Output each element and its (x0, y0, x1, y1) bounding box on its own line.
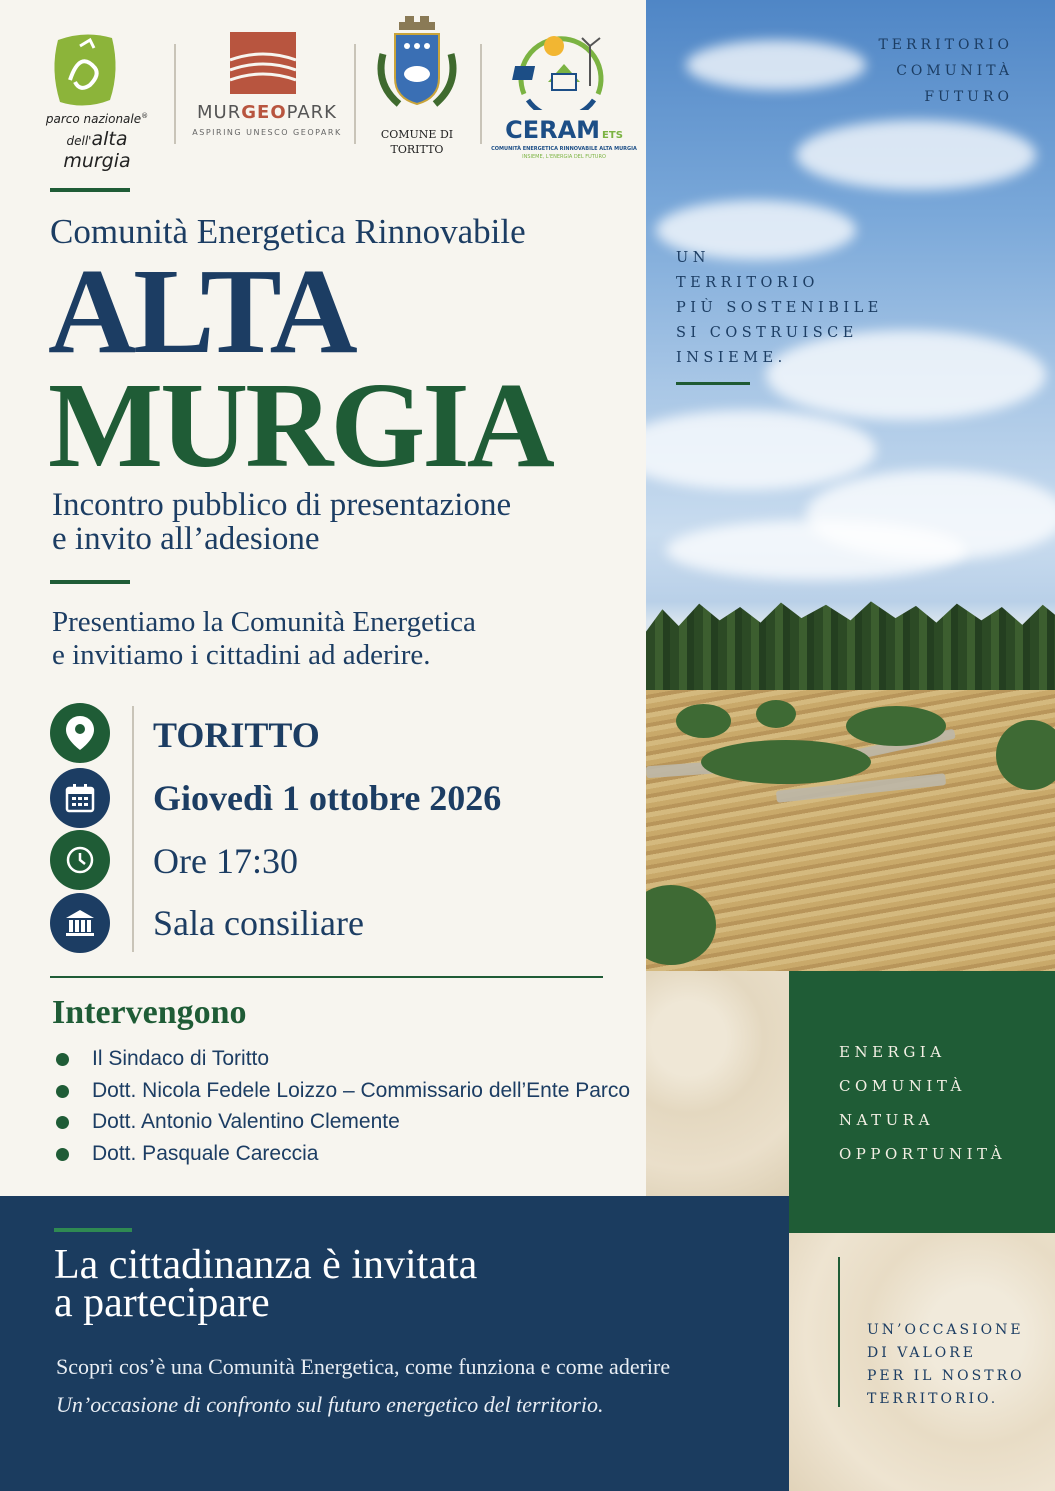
geopark-logo (182, 24, 352, 164)
banner-text: Scopri cos’è una Comunità Energetica, come funziona e come aderire (56, 1354, 671, 1379)
parco-line2-prefix: dell' (66, 134, 92, 148)
list-item: Il Sindaco di Toritto (56, 1043, 630, 1075)
stone-texture (646, 971, 789, 1196)
value-word: COMUNITÀ (839, 1077, 966, 1095)
event-venue: Sala consiliare (153, 903, 364, 943)
top-word: FUTURO (924, 89, 1013, 105)
slogan-line: PIÙ SOSTENIBILE (676, 300, 883, 316)
closing-line: TERRITORIO. (867, 1391, 999, 1407)
ceram-emblem-icon (506, 24, 616, 110)
parco-emblem-icon (50, 30, 120, 110)
clock-icon (50, 830, 110, 890)
closing-box (789, 1233, 1055, 1491)
top-word: TERRITORIO (878, 37, 1013, 53)
ceram-suffix: ETS (602, 130, 623, 141)
subtitle: Comunità Energetica Rinnovabile (50, 212, 526, 251)
comune-line2: TORITTO (390, 143, 444, 156)
event-place: TORITTO (153, 715, 320, 755)
closing-line: DI VALORE (867, 1345, 977, 1361)
logo-divider (354, 44, 356, 144)
wheat-field (646, 690, 1055, 971)
banner-italic-text: Un’occasione di confronto sul futuro energetico del territorio. (56, 1392, 604, 1417)
ceram-name: CERAM (505, 116, 601, 144)
building-icon (50, 893, 110, 953)
value-word: NATURA (839, 1111, 934, 1129)
geopark-name-3: PARK (286, 102, 337, 123)
invitation-banner (0, 1196, 789, 1491)
bush (996, 720, 1055, 790)
list-item: Dott. Pasquale Careccia (56, 1138, 630, 1170)
intro-line: e invitiamo i cittadini ad aderire. (52, 639, 431, 671)
banner-title-line: La cittadinanza è invitata (54, 1242, 478, 1288)
closing-line: UN’OCCASIONE (867, 1322, 1024, 1338)
closing-rule (838, 1257, 840, 1407)
cloud (666, 520, 966, 580)
parco-line1: parco nazionale (45, 112, 142, 126)
logo-bar (30, 24, 640, 172)
parco-line2-main: alta murgia (63, 128, 131, 172)
list-item: Dott. Nicola Fedele Loizzo – Commissario dell’Ente Parco (56, 1075, 630, 1107)
event-description (52, 488, 511, 556)
section-divider (50, 976, 603, 978)
comune-line1: COMUNE DI (380, 128, 454, 141)
description-line: Incontro pubblico di presentazione (52, 487, 512, 523)
bush (676, 704, 731, 738)
top-words (878, 32, 1013, 110)
location-pin-icon (50, 703, 110, 763)
banner-title-line: a partecipare (54, 1280, 270, 1326)
bush (756, 700, 796, 728)
coat-of-arms-icon (369, 14, 465, 114)
banner-title (54, 1242, 478, 1326)
bush (646, 885, 716, 965)
divider (50, 188, 130, 192)
geopark-name-2: GEO (241, 102, 287, 123)
calendar-icon (50, 768, 110, 828)
slogan-line: TERRITORIO (676, 275, 819, 291)
bush (701, 740, 871, 784)
cloud (796, 120, 1036, 190)
speakers-title: Intervengono (52, 994, 247, 1031)
ceram-full-name: COMUNITÀ ENERGETICA RINNOVABILE ALTA MURGIA (491, 146, 637, 152)
values-box (789, 971, 1055, 1233)
banner-rule (54, 1228, 132, 1232)
ceram-motto: INSIEME, L'ENERGIA DEL FUTURO (522, 154, 606, 160)
geopark-emblem-icon (230, 32, 296, 94)
logo-divider (480, 44, 482, 144)
ceram-logo (488, 24, 640, 164)
intro-text (52, 606, 476, 672)
top-word: COMUNITÀ (896, 63, 1013, 79)
closing-line: PER IL NOSTRO (867, 1368, 1025, 1384)
geopark-tagline: ASPIRING UNESCO GEOPARK (192, 128, 342, 137)
slogan-line: SI COSTRUISCE (676, 325, 858, 341)
landscape-photo (646, 0, 1055, 971)
slogan-rule (676, 382, 750, 385)
list-item: Dott. Antonio Valentino Clemente (56, 1106, 630, 1138)
title-line2: MURGIA (48, 358, 552, 493)
value-word: OPPORTUNITÀ (839, 1145, 1007, 1163)
geopark-name-1: MUR (197, 102, 242, 123)
slogan (676, 246, 883, 371)
info-divider (132, 706, 134, 952)
slogan-line: INSIEME. (676, 350, 787, 366)
cloud (686, 40, 866, 90)
speakers-list (56, 1043, 630, 1169)
intro-line: Presentiamo la Comunità Energetica (52, 606, 476, 638)
bush (846, 706, 946, 746)
parco-logo (30, 24, 164, 172)
description-line: e invito all’adesione (52, 521, 320, 557)
value-word: ENERGIA (839, 1043, 946, 1061)
event-date: Giovedì 1 ottobre 2026 (153, 778, 502, 818)
slogan-line: UN (676, 250, 710, 266)
logo-divider (174, 44, 176, 144)
comune-logo (362, 24, 472, 164)
event-time: Ore 17:30 (153, 841, 298, 881)
parco-registered-mark: ® (141, 112, 149, 120)
cloud (646, 410, 876, 490)
divider (50, 580, 130, 584)
title-line1: ALTA (48, 244, 355, 379)
